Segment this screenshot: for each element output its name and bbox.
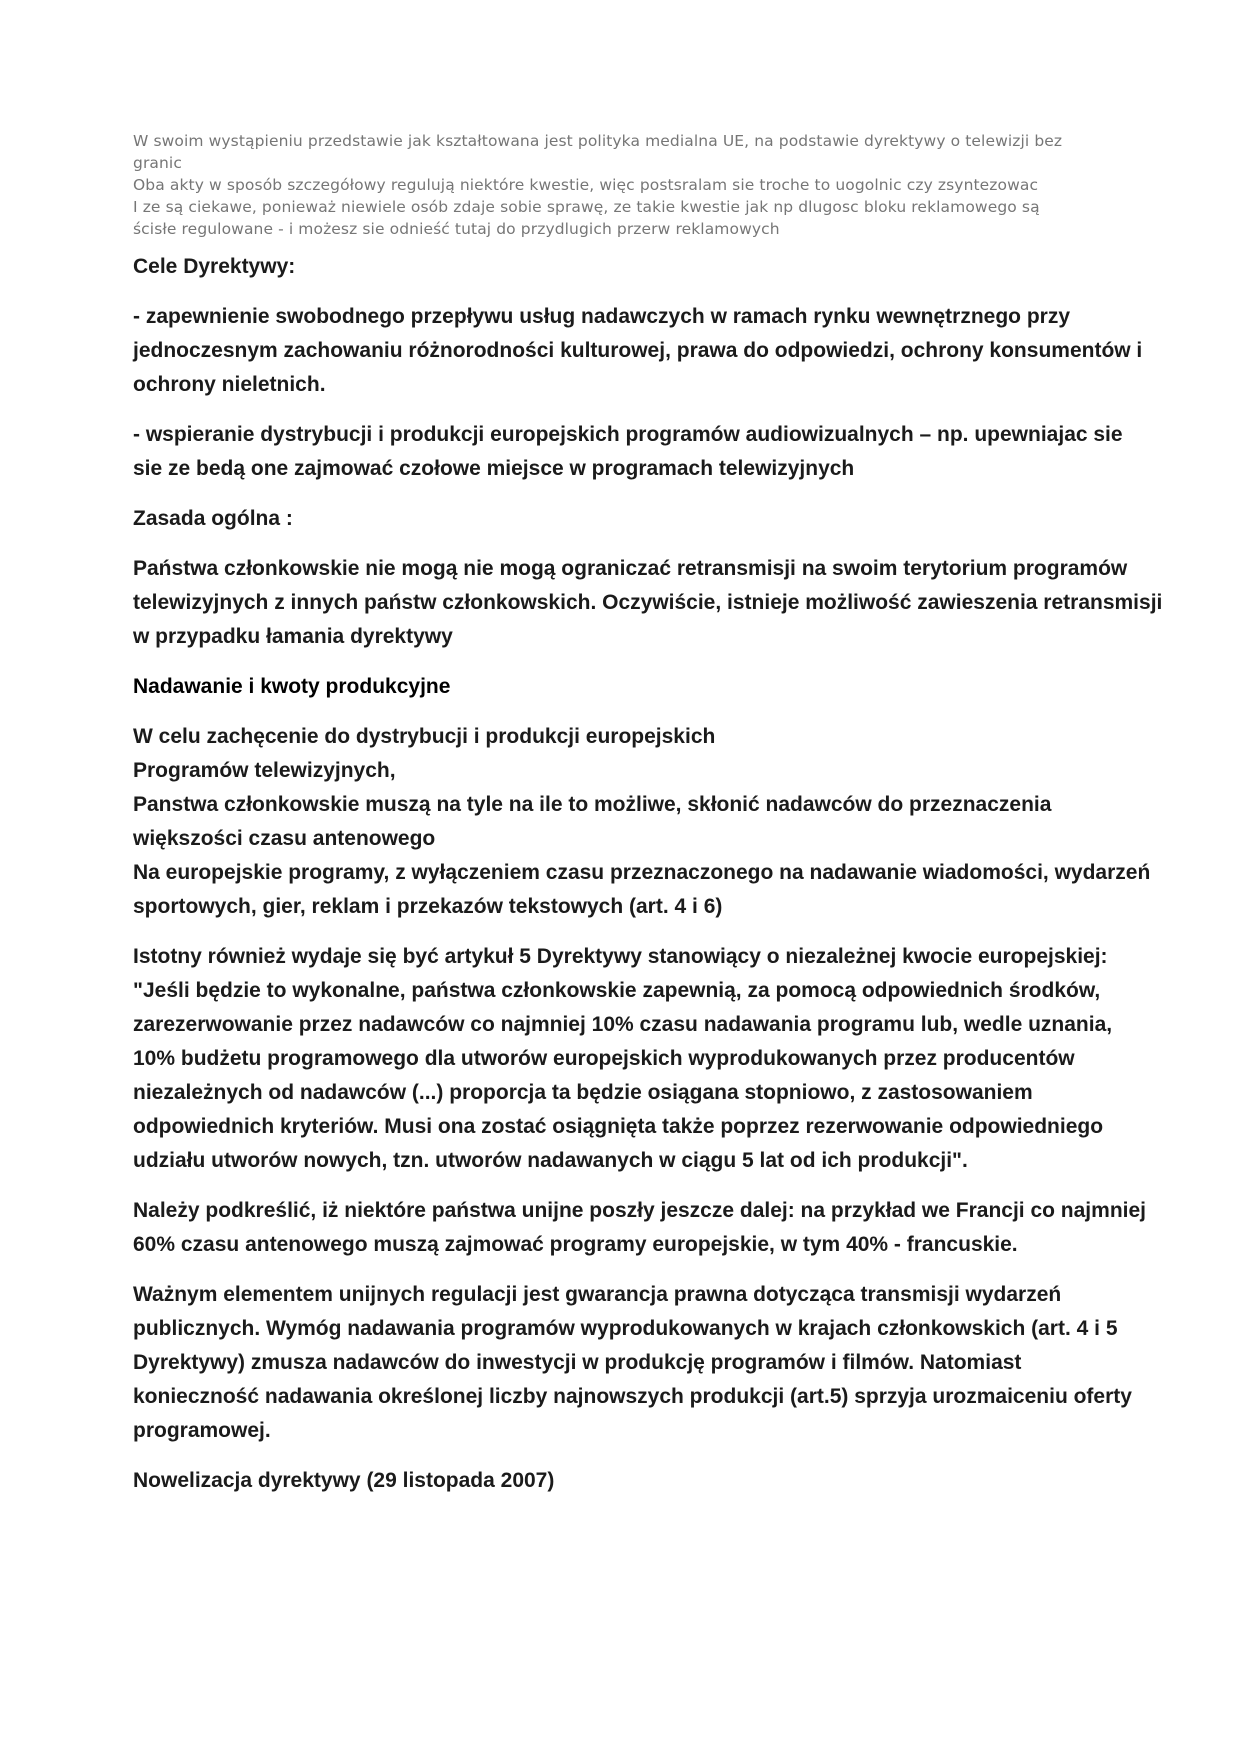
document-body bbox=[133, 250, 1163, 1498]
text-line: odpowiednich kryteriów. Musi ona zostać osiągnięta także poprzez rezerwowanie odpowiedniego bbox=[133, 1115, 1104, 1138]
text-line: sie ze bedą one zajmować czołowe miejsce w programach telewizyjnych bbox=[133, 457, 855, 480]
text-line: - zapewnienie swobodnego przepływu usług nadawczych w ramach rynku wewnętrznego przy bbox=[133, 305, 1071, 328]
paragraph-francja bbox=[133, 1194, 1146, 1262]
text-line: Programów telewizyjnych, bbox=[133, 759, 396, 782]
heading-zasada-ogolna bbox=[133, 502, 1122, 536]
paragraph-kwoty-1 bbox=[133, 720, 1151, 924]
text-line: 10% budżetu programowego dla utworów europejskich wyprodukowanych przez producentów bbox=[133, 1047, 1075, 1070]
text-line: sportowych, gier, reklam i przekazów tekstowych (art. 4 i 6) bbox=[133, 895, 723, 918]
text-line: niezależnych od nadawców (...) proporcja ta będzie osiągana stopniowo, z zastosowaniem bbox=[133, 1081, 1033, 1104]
text-line: Nadawanie i kwoty produkcyjne bbox=[133, 675, 451, 698]
text-line: Państwa członkowskie nie mogą nie mogą ograniczać retransmisji na swoim terytorium programów bbox=[133, 557, 1128, 580]
intro-note bbox=[133, 130, 1122, 240]
paragraph-zasada bbox=[133, 552, 1163, 654]
text-line: Należy podkreślić, iż niektóre państwa unijne poszły jeszcze dalej: na przykład we Francji co najmniej bbox=[133, 1199, 1146, 1222]
text-line: telewizyjnych z innych państw członkowskich. Oczywiście, istnieje możliwość zawieszenia retransmisji bbox=[133, 591, 1163, 614]
text-line: konieczność nadawania określonej liczby najnowszych produkcji (art.5) sprzyja urozmaiceniu oferty bbox=[133, 1385, 1132, 1408]
intro-line: Oba akty w sposób szczegółowy regulują niektóre kwestie, więc postsralam sie troche to uogolnic czy zsyntezowac bbox=[133, 176, 1039, 194]
paragraph-cel-1 bbox=[133, 300, 1143, 402]
heading-cele-dyrektywy bbox=[133, 250, 1122, 284]
text-line: Dyrektywy) zmusza nadawców do inwestycji w produkcję programów i filmów. Natomiast bbox=[133, 1351, 1022, 1374]
text-line: W celu zachęcenie do dystrybucji i produkcji europejskich bbox=[133, 725, 716, 748]
text-line: Zasada ogólna : bbox=[133, 507, 293, 530]
text-line: - wspieranie dystrybucji i produkcji europejskich programów audiowizualnych – np. upewniajac sie bbox=[133, 423, 1123, 446]
intro-line: I ze są ciekawe, ponieważ niewiele osób zdaje sobie sprawę, ze takie kwestie jak np dlugosc bloku reklamowego są bbox=[133, 198, 1040, 216]
text-line: udziału utworów nowych, tzn. utworów nadawanych w ciągu 5 lat od ich produkcji". bbox=[133, 1149, 968, 1172]
heading-nowelizacja bbox=[133, 1464, 1122, 1498]
text-line: Nowelizacja dyrektywy (29 listopada 2007) bbox=[133, 1469, 555, 1492]
text-line: 60% czasu antenowego muszą zajmować programy europejskie, w tym 40% - francuskie. bbox=[133, 1233, 1018, 1256]
text-line: Cele Dyrektywy: bbox=[133, 255, 296, 278]
text-line: ochrony nieletnich. bbox=[133, 373, 326, 396]
intro-line: granic bbox=[133, 154, 182, 172]
text-line: programowej. bbox=[133, 1419, 271, 1442]
paragraph-cel-2 bbox=[133, 418, 1122, 486]
text-line: w przypadku łamania dyrektywy bbox=[133, 625, 453, 648]
text-line: zarezerwowanie przez nadawców co najmniej 10% czasu nadawania programu lub, wedle uznania, bbox=[133, 1013, 1113, 1036]
text-line: Panstwa członkowskie muszą na tyle na ile to możliwe, skłonić nadawców do przeznaczenia bbox=[133, 793, 1052, 816]
text-line: Ważnym elementem unijnych regulacji jest gwarancja prawna dotycząca transmisji wydarzeń bbox=[133, 1283, 1062, 1306]
paragraph-gwarancja bbox=[133, 1278, 1132, 1448]
text-line: publicznych. Wymóg nadawania programów wyprodukowanych w krajach członkowskich (art. 4 i 5 bbox=[133, 1317, 1118, 1340]
heading-nadawanie-i-kwoty bbox=[133, 670, 1122, 704]
text-line: "Jeśli będzie to wykonalne, państwa członkowskie zapewnią, za pomocą odpowiednich środków, bbox=[133, 979, 1101, 1002]
paragraph-artykul-5 bbox=[133, 940, 1122, 1178]
intro-line: ścisłe regulowane - i możesz sie odnieść tutaj do przydlugich przerw reklamowych bbox=[133, 220, 780, 238]
text-line: Istotny również wydaje się być artykuł 5 Dyrektywy stanowiący o niezależnej kwocie europejskiej: bbox=[133, 945, 1108, 968]
text-line: większości czasu antenowego bbox=[133, 827, 436, 850]
text-line: Na europejskie programy, z wyłączeniem czasu przeznaczonego na nadawanie wiadomości, wydarzeń bbox=[133, 861, 1151, 884]
intro-line: W swoim wystąpieniu przedstawie jak kształtowana jest polityka medialna UE, na podstawie dyrektywy o telewizji bez bbox=[133, 132, 1063, 150]
text-line: jednoczesnym zachowaniu różnorodności kulturowej, prawa do odpowiedzi, ochrony konsumentów i bbox=[133, 339, 1143, 362]
